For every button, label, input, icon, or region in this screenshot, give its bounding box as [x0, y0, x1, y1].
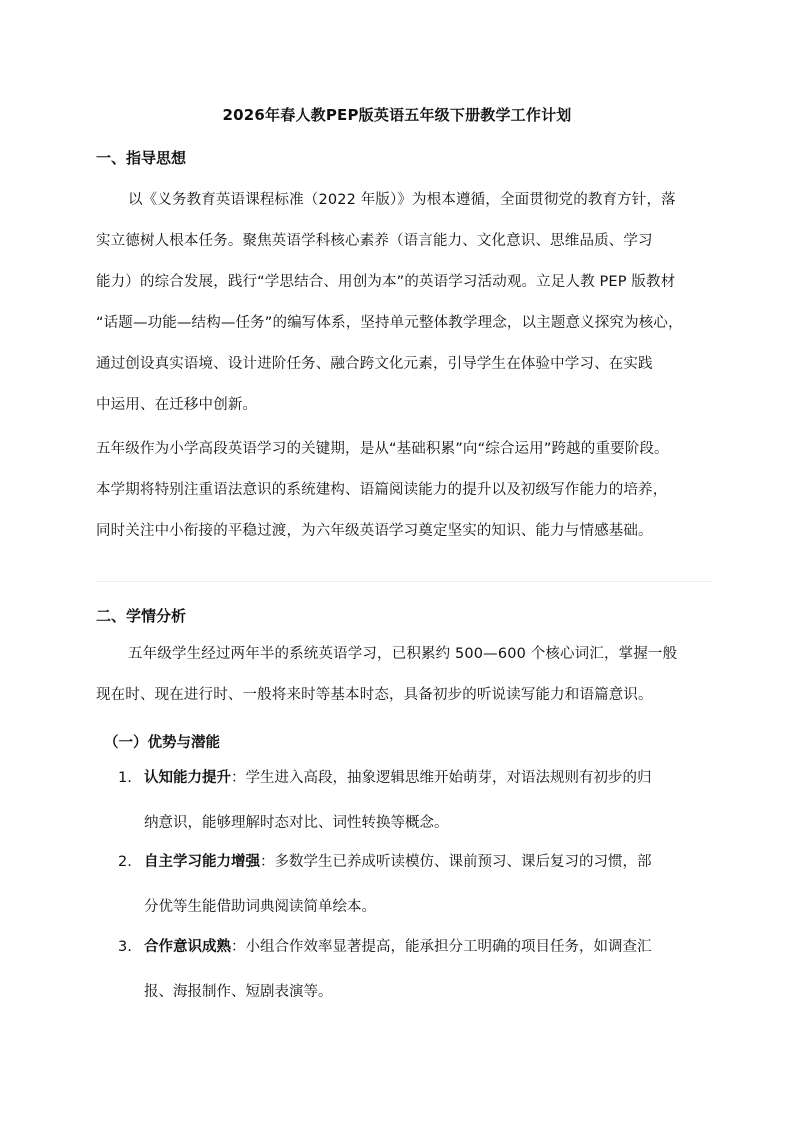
list-item-body	[144, 756, 718, 846]
text-span: ：学生进入高段，抽象逻辑思维开始萌芽，对语法规则有初步的归	[231, 770, 652, 786]
section-divider	[96, 581, 712, 582]
text-line	[144, 840, 718, 885]
text-line	[96, 180, 720, 221]
text-span: ：小组合作效率显著提高，能承担分工明确的项目任务，如调查汇	[231, 939, 652, 955]
text-line	[96, 634, 720, 675]
text-line: 纳意识，能够理解时态对比、词性转换等概念。	[144, 815, 449, 831]
text-line: 报、海报制作、短剧表演等。	[144, 984, 333, 1000]
list-keyword: 合作意识成熟	[144, 939, 231, 955]
list-number: 2.	[118, 854, 132, 870]
text-line: 中运用、在迁移中创新。	[96, 397, 258, 413]
text-line: 本学期将特别注重语法意识的系统建构、语篇阅读能力的提升以及初级写作能力的培养，	[96, 482, 668, 498]
section-heading-student-analysis: 二、学情分析	[96, 607, 187, 625]
text-line: 分优等生能借助词典阅读简单绘本。	[144, 899, 376, 915]
text-span: ：多数学生已养成听读模仿、课前预习、课后复习的习惯，部	[260, 854, 652, 870]
text-line	[144, 756, 718, 801]
text-line	[144, 925, 718, 970]
list-keyword: 认知能力提升	[144, 770, 231, 786]
text-line: 现在时、现在进行时、一般将来时等基本时态，具备初步的听说读写能力和语篇意识。	[96, 687, 653, 703]
section-heading-guiding-thought: 一、指导思想	[96, 149, 187, 167]
text-line: 同时关注中小衔接的平稳过渡，为六年级英语学习奠定坚实的知识、能力与情感基础。	[96, 523, 653, 539]
paragraph-guiding-thought	[96, 180, 720, 426]
text-span: 以《义务教育英语课程标准（2022 年版）》为根本遵循，全面贯彻党的教育方针，落	[128, 192, 676, 208]
list-number: 3.	[118, 939, 132, 955]
document-title: 2026年春人教PEP版英语五年级下册教学工作计划	[222, 106, 572, 124]
paragraph-grade-five-role	[96, 429, 726, 552]
list-item-body	[144, 840, 718, 930]
text-line: “话题—功能—结构—任务”的编写体系，坚持单元整体教学理念，以主题意义探究为核心，	[96, 315, 683, 331]
sub-heading-strengths: （一）优势与潜能	[104, 735, 220, 751]
text-line: 实立德树人根本任务。聚焦英语学科核心素养（语言能力、文化意识、思维品质、学习	[96, 233, 653, 249]
text-line: 能力）的综合发展，践行“学思结合、用创为本”的英语学习活动观。立足人教 PEP 版教材	[96, 274, 676, 290]
list-keyword: 自主学习能力增强	[144, 854, 260, 870]
list-number: 1.	[118, 770, 132, 786]
list-item-body	[144, 925, 718, 1015]
paragraph-student-analysis	[96, 634, 720, 716]
text-line: 通过创设真实语境、设计进阶任务、融合跨文化元素，引导学生在体验中学习、在实践	[96, 356, 653, 372]
text-line: 五年级作为小学高段英语学习的关键期，是从“基础积累”向“综合运用”跨越的重要阶段。	[96, 441, 669, 457]
text-span: 五年级学生经过两年半的系统英语学习，已积累约 500—600 个核心词汇，掌握一般	[128, 646, 678, 662]
